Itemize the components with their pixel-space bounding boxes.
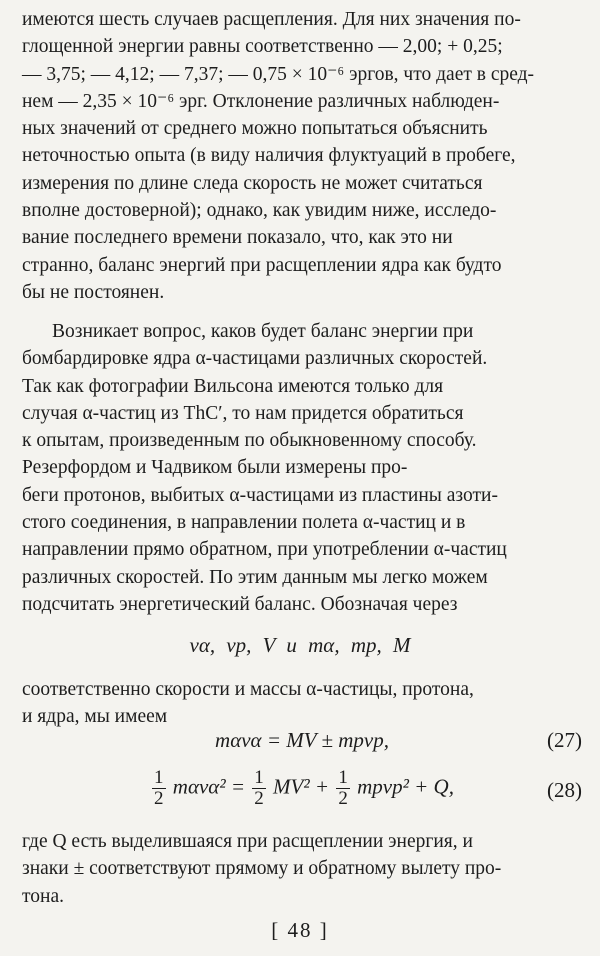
fraction-denominator: 2: [254, 788, 264, 809]
text-line: — 3,75; — 4,12; — 7,37; — 0,75 × 10⁻⁶ эргов, что дает в сред-: [22, 63, 535, 85]
paragraph-2: [22, 318, 582, 618]
text-line: тона.: [22, 885, 64, 907]
text-line: и ядра, мы имеем: [22, 706, 168, 728]
text-line: подсчитать энергетический баланс. Обозначая через: [22, 593, 458, 615]
text-line: к опытам, произведенным по обыкновенному способу.: [22, 430, 477, 452]
equation-28-term: MV² +: [273, 774, 330, 799]
equation-28-term: mpvp² + Q,: [357, 774, 454, 799]
fraction-half: [152, 768, 166, 809]
text-line: глощенной энергии равны соответственно — 2,00; + 0,25;: [22, 36, 503, 58]
equation-28-formula: [22, 768, 582, 809]
fraction-numerator: 1: [254, 767, 264, 788]
paragraph-3: [22, 676, 582, 731]
fraction-denominator: 2: [154, 788, 164, 809]
paragraph-4: [22, 828, 582, 910]
text-line: ных значений от среднего можно попытаться объяснить: [22, 118, 488, 140]
text-line: случая α-частиц из ThC′, то нам придется обратиться: [22, 402, 464, 424]
equation-27-formula: mαvα = MV ± mpvp,: [215, 728, 389, 752]
text-line: имеются шесть случаев расщепления. Для них значения по-: [22, 9, 521, 30]
text-line: странно, баланс энергий при расщеплении ядра как будто: [22, 254, 502, 276]
fraction-numerator: 1: [338, 767, 348, 788]
paragraph-1: [22, 6, 582, 306]
variables-line: vα, vp, V и mα, mp, M: [189, 633, 411, 657]
text-line: Возникает вопрос, каков будет баланс энергии при: [52, 321, 474, 342]
text-line: стого соединения, в направлении полета α-частиц и в: [22, 512, 466, 534]
text-line: Резерфордом и Чадвиком были измерены про-: [22, 457, 408, 479]
text-line: вполне достоверной); однако, как увидим ниже, исследо-: [22, 200, 497, 222]
equation-28-number: (28): [547, 778, 582, 802]
text-line: знаки ± соответствуют прямому и обратному вылету про-: [22, 858, 502, 880]
text-line: нем — 2,35 × 10⁻⁶ эрг. Отклонение различных наблюден-: [22, 90, 500, 112]
text-line: беги протонов, выбитых α-частицами из пластины азоти-: [22, 484, 498, 506]
equation-28: [22, 766, 582, 816]
text-line: различных скоростей. По этим данным мы легко можем: [22, 566, 488, 588]
text-line: где Q есть выделившаяся при расщеплении энергия, и: [22, 831, 473, 852]
text-line: соответственно скорости и массы α-частицы, протона,: [22, 679, 474, 700]
text-line: бомбардировке ядра α-частицами различных скоростей.: [22, 348, 488, 370]
equation-27: [22, 728, 582, 768]
text-line: бы не постоянен.: [22, 281, 165, 303]
equation-27-number: (27): [547, 728, 582, 752]
text-line: неточностью опыта (в виду наличия флуктуаций в пробеге,: [22, 145, 516, 167]
text-line: вание последнего времени показало, что, как это ни: [22, 227, 453, 249]
fraction-half: [252, 768, 266, 809]
equation-28-term: mαvα² =: [172, 774, 246, 799]
text-line: измерения по длине следа скорость не может считаться: [22, 172, 483, 194]
text-line: Так как фотографии Вильсона имеются только для: [22, 375, 444, 397]
fraction-half: [336, 768, 350, 809]
fraction-denominator: 2: [338, 788, 348, 809]
text-line: направлении прямо обратном, при употреблении α-частиц: [22, 539, 507, 561]
page-number: [ 48 ]: [271, 918, 329, 942]
fraction-numerator: 1: [154, 767, 164, 788]
